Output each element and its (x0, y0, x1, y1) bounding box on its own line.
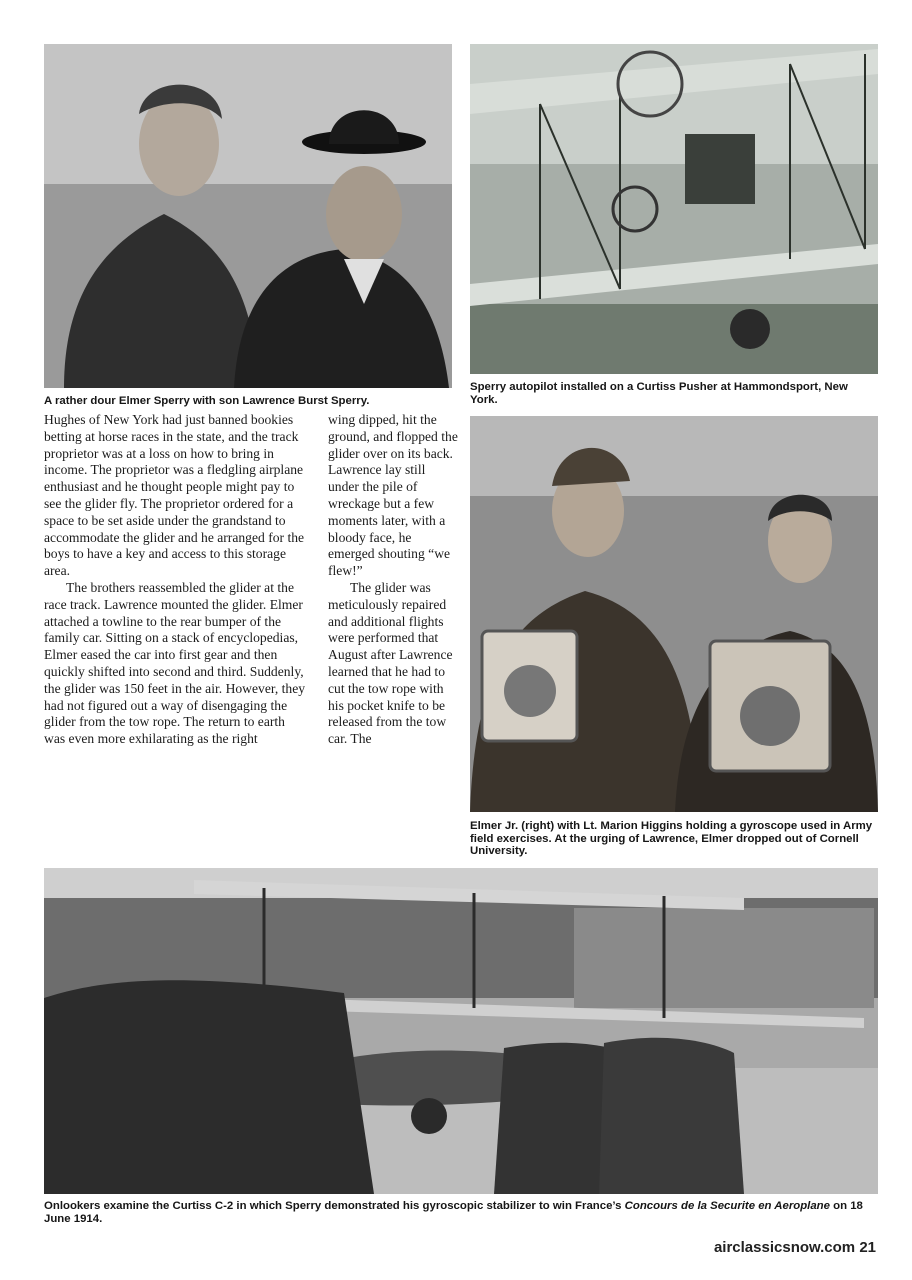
caption-text: on 18 June 1914. (44, 1200, 863, 1225)
article-paragraph: The glider was meticulously repaired and additional flights were performed that August after Lawrence learned that he had to cut the tow rope with his pocket knife to be released from the tow car. The (328, 579, 453, 747)
article-column-2 (328, 412, 459, 748)
caption-curtiss-c2 (44, 1200, 878, 1225)
caption-higgins-gyroscope: Elmer Jr. (right) with Lt. Marion Higgins holding a gyroscope used in Army field exercises. At the urging of Lawrence, Elmer dropped out of Cornell University. (470, 820, 873, 857)
page-footer (714, 1239, 876, 1256)
page-number: 21 (859, 1239, 876, 1256)
caption-curtiss-pusher: Sperry autopilot installed on a Curtiss Pusher at Hammondsport, New York. (470, 381, 848, 406)
article-paragraph: The brothers reassembled the glider at the race track. Lawrence mounted the glider. Elmer attached a towline to the rear bumper of the family car. Sitting on a stack of encyclopedias, Elmer eased the car into first gear and then quickly shifted into second and third. Suddenly, the glider was 150 feet in the air. However, they had not figured out a way of disengaging the glider from the tow rope. The return to earth was even more exhilarating as the right (44, 579, 306, 747)
photo-curtiss-pusher (470, 44, 878, 374)
photo-higgins-gyroscope (470, 416, 878, 812)
caption-sperry-portrait: A rather dour Elmer Sperry with son Lawrence Burst Sperry. (44, 395, 370, 407)
caption-italic-title: Concours de la Securite en Aeroplane (624, 1200, 830, 1212)
article-paragraph: Hughes of New York had just banned bookies betting at horse races in the state, and the track proprietor was at a loss on how to bring in income. The proprietor was a fledgling airplane enthusiast and he thought people might pay to see the glider fly. The proprietor ordered for a space to be set aside under the grandstand to accommodate the glider and he arranged for the boys to have a key and access to this storage area. (44, 412, 305, 579)
article-paragraph: wing dipped, hit the ground, and flopped the glider over on its back. Lawrence lay still under the pile of wreckage but a few moments later, with a bloody face, he emerged shouting “we flew!” (328, 412, 458, 579)
photo-sperry-portrait (44, 44, 452, 388)
website-url: airclassicsnow.com (713, 1239, 856, 1256)
photo-curtiss-c2 (44, 868, 878, 1194)
caption-text: Onlookers examine the Curtiss C-2 in which Sperry demonstrated his gyroscopic stabilizer to win France’s (44, 1200, 625, 1212)
article-column-1 (44, 412, 306, 748)
